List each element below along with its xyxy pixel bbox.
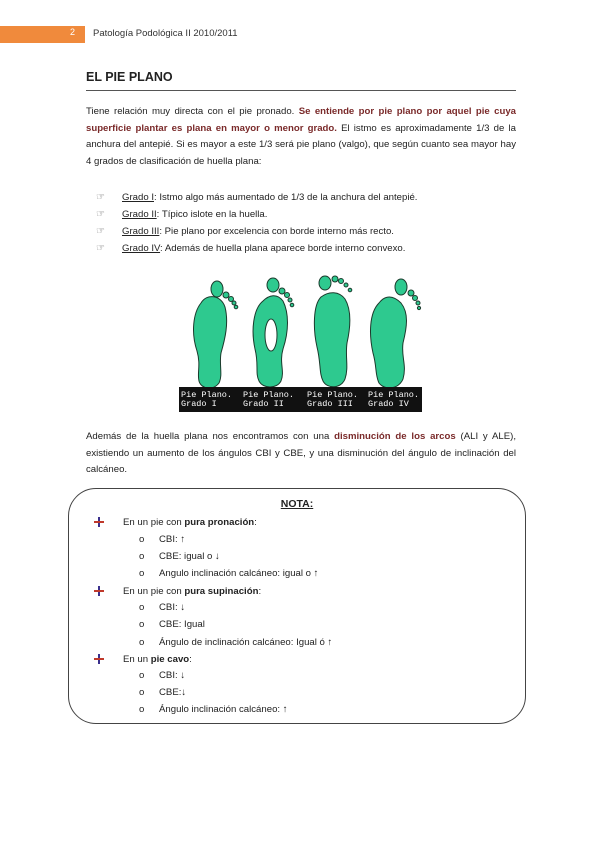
nota-item [139,687,186,698]
caption-2-line1: Pie Plano. [243,390,295,400]
caption-1-line1: Pie Plano. [181,390,233,400]
caption-1-line2: Grado I [181,399,217,409]
nota-item [139,637,332,648]
hand-pointer-icon: ☞ [96,192,105,203]
intro-text-1: Tiene relación muy directa con el pie pronado. [86,106,299,117]
grades-list [96,189,516,257]
circle-bullet: o [139,704,145,715]
group-suffix: : [258,586,262,597]
group-prefix: En un pie con [123,517,185,528]
list-item [96,189,516,206]
circle-bullet: o [139,637,145,648]
section-title: EL PIE PLANO [86,70,173,84]
arches-text-1: Además de la huella plana nos encontramos con una [86,431,335,442]
grade-label: Grado II [122,209,157,220]
cross-bullet-icon [93,653,105,665]
circle-bullet: o [139,619,145,630]
group-prefix: En un pie con [123,586,185,597]
nota-item [139,551,220,562]
circle-bullet: o [139,551,145,562]
nota-title: NOTA: [280,498,314,510]
nota-item [139,670,185,681]
arches-paragraph [86,429,516,479]
grade-label: Grado I [122,192,154,203]
circle-bullet: o [139,534,145,545]
page-number: 2 [70,27,76,37]
nota-group-supinacion [123,586,261,597]
item-text: CBI: ↓ [159,602,186,613]
caption-4-line1: Pie Plano. [368,390,420,400]
group-suffix: : [189,654,192,665]
grade-text: : Típico islote en la huella. [156,209,268,220]
hand-pointer-icon: ☞ [96,243,105,254]
list-item [96,240,516,257]
hand-pointer-icon: ☞ [96,226,105,237]
intro-text-2: El istmo es aproximadamente 1/3 de la anchura del antepié. Si es mayor a este 1/3 será pie plano (valgo), que según cuanto sea mayor hay 4 grados de clasificación de huella plana: [86,122,516,167]
cross-bullet-icon [93,585,105,597]
cross-bullet-icon [93,516,105,528]
item-text: CBI: ↓ [159,670,186,681]
arches-text-2: (ALI y ALE), existiendo un aumento de los ángulos CBI y CBE, y una disminución del ángulo de inclinación del calcáneo. [86,431,516,475]
grade-label: Grado IV [122,243,161,254]
item-text: CBI: ↑ [159,534,186,545]
nota-item [139,602,185,613]
list-item [96,223,516,240]
footprints-figure [179,273,422,412]
hand-pointer-icon: ☞ [96,209,105,220]
grade-label: Grado III [122,226,160,237]
item-text: Ángulo inclinación calcáneo: ↑ [159,704,288,715]
list-item [96,206,516,223]
caption-2-line2: Grado II [243,399,284,409]
item-text: CBE: igual o ↓ [159,551,220,562]
circle-bullet: o [139,670,145,681]
circle-bullet: o [139,687,145,698]
group-bold: pura supinación [184,586,259,597]
arches-emphasis: disminución de los arcos [334,431,456,442]
group-bold: pura pronación [184,517,255,528]
group-prefix: En un [123,654,151,665]
nota-item [139,568,318,579]
caption-3-line2: Grado III [307,399,353,409]
nota-item [139,534,185,545]
nota-group-pronacion [123,517,257,528]
caption-4-line2: Grado IV [368,399,409,409]
header-title: Patología Podológica II 2010/2011 [93,28,238,39]
grade-text: : Istmo algo más aumentado de 1/3 de la anchura del antepié. [154,192,418,203]
nota-box [68,488,526,724]
intro-emphasis: Se entiende por pie plano por aquel pie cuya superficie plantar es plana en mayor o menor grado. [86,106,516,134]
group-suffix: : [254,517,257,528]
circle-bullet: o [139,602,145,613]
item-text: Ángulo de inclinación calcáneo: Igual ó ↑ [159,637,333,648]
nota-item [139,704,288,715]
nota-item [139,619,205,630]
item-text: CBE:↓ [159,687,187,698]
grade-text: : Pie plano por excelencia con borde interno más recto. [159,226,394,237]
grade-text: : Además de huella plana aparece borde interno convexo. [160,243,406,254]
title-divider [86,90,516,91]
nota-group-cavo [123,654,192,665]
item-text: CBE: Igual [159,619,205,630]
caption-3-line1: Pie Plano. [307,390,359,400]
group-bold: pie cavo [150,654,190,665]
intro-paragraph [86,104,516,170]
item-text: Angulo inclinación calcáneo: igual o ↑ [159,568,319,579]
circle-bullet: o [139,568,145,579]
